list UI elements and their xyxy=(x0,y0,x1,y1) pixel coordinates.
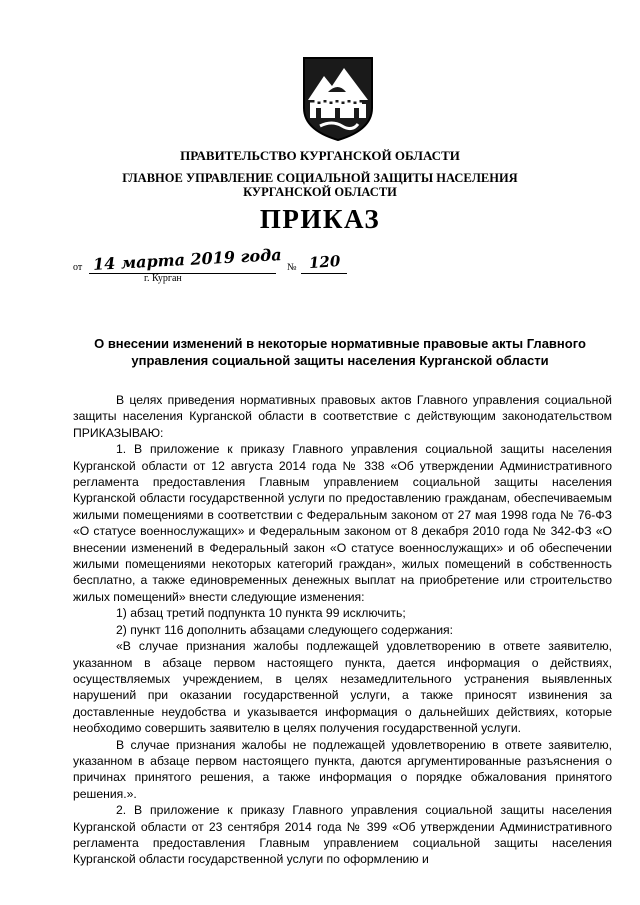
paragraph-item-1: 1. В приложение к приказу Главного управления социальной защиты населения Курганской области от 12 августа 2014 года № 338 «Об утверждении Административного регламента предоставления Главным управлением социальной защиты населения Курганской области государственной услуги по предоставлению гражданам, обеспечиваемым жилыми помещениями в соответствии с Федеральным законом от 27 мая 1998 года № 76-ФЗ «О статусе военнослужащих» и Федеральным законом от 8 декабря 2010 года № 342-ФЗ «О внесении изменений в Федеральный закон «О статусе военнослужащих» и об обеспечении жилыми помещениями некоторых категорий граждан», жилых помещений в собственность бесплатно, а также единовременных денежных выплат на приобретение или строительство жилых помещений» внести следующие изменения: xyxy=(73,442,612,604)
subject-line-2: управления социальной защиты населения Курганской области xyxy=(131,353,549,368)
date-underline xyxy=(89,273,276,274)
number-underline xyxy=(301,273,347,274)
department-name-line1: ГЛАВНОЕ УПРАВЛЕНИЕ СОЦИАЛЬНОЙ ЗАЩИТЫ НАСЕЛЕНИЯ xyxy=(122,171,518,185)
department-name-line2: КУРГАНСКОЙ ОБЛАСТИ xyxy=(243,185,397,199)
order-subject xyxy=(60,335,620,369)
paragraph-preamble: В целях приведения нормативных правовых актов Главного управления социальной защиты населения Курганской области в соответствие с действующим законодательством ПРИКАЗЫВАЮ: xyxy=(73,393,612,440)
document-title: ПРИКАЗ xyxy=(259,204,381,234)
paragraph-subitem-1: 1) абзац третий подпункта 10 пункта 99 исключить; xyxy=(116,606,406,621)
subject-line-1: О внесении изменений в некоторые нормативные правовые акты Главного xyxy=(94,336,586,351)
organization-name: ПРАВИТЕЛЬСТВО КУРГАНСКОЙ ОБЛАСТИ xyxy=(180,148,460,163)
date-prefix: от xyxy=(73,262,83,273)
paragraph-item-2: 2. В приложение к приказу Главного управления социальной защиты населения Курганской области от 23 сентября 2014 года № 399 «Об утверждении Административного регламента предоставления Главным управлением социальной защиты населения Курганской области государственной услуги по оформлению и xyxy=(73,803,612,867)
paragraph-quote-2: В случае признания жалобы не подлежащей удовлетворению в ответе заявителю, указанном в абзаце первом настоящего пункта, даются аргументированные разъяснения о причинах принятого решения, а также информация о порядке обжалования принятого решения.». xyxy=(73,737,612,801)
city: г. Курган xyxy=(144,273,182,284)
order-body xyxy=(73,392,612,868)
date-number-row xyxy=(73,246,373,280)
kurgan-coat-of-arms-icon xyxy=(302,56,374,142)
handwritten-date: 14 марта 2019 года xyxy=(92,245,283,274)
paragraph-quote-1: «В случае признания жалобы подлежащей удовлетворению в ответе заявителю, указанном в абзаце первом настоящего пункта, дается информация о действиях, осуществляемых учреждением, в целях незамедлительного устранения выявленных нарушений при оказании государственной услуги, а также приносят извинения за доставленные неудобства и указывается информация о дальнейших действиях, которые необходимо совершить заявителю в целях получения государственной услуги. xyxy=(73,639,612,736)
paragraph-subitem-2: 2) пункт 116 дополнить абзацами следующего содержания: xyxy=(116,622,453,637)
handwritten-number: 120 xyxy=(308,251,341,273)
number-prefix: № xyxy=(287,262,297,273)
